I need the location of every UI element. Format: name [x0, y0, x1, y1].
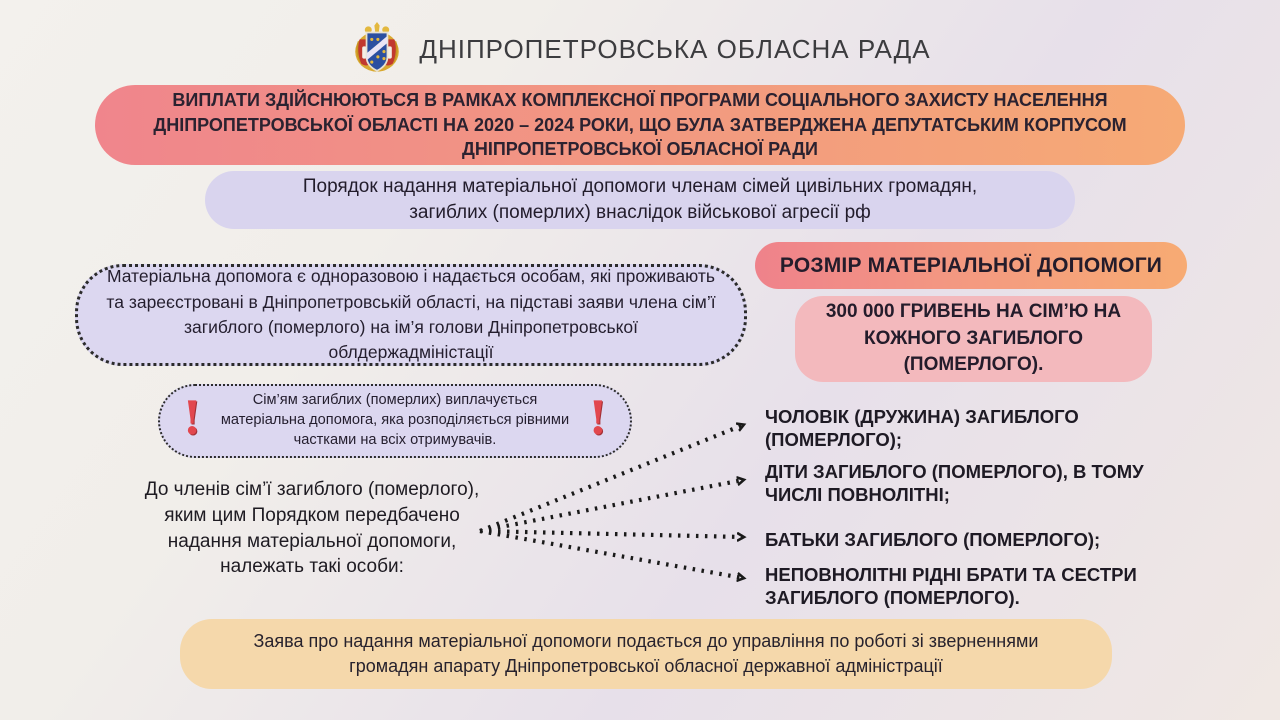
program-banner-text: ВИПЛАТИ ЗДІЙСНЮЮТЬСЯ В РАМКАХ КОМПЛЕКСНОЇ ПРОГРАМИ СОЦІАЛЬНОГО ЗАХИСТУ НАСЕЛЕННЯ ДНІПРОПЕТРОВСЬКОЇ ОБЛАСТІ НА 2020 – 2024 РОКИ, ЩО БУЛА ЗАТВЕРДЖЕНА ДЕПУТАТСЬКИМ КОРПУСОМ ДНІПРОПЕТРОВСЬКОЇ ОБЛАСНОЇ РАДИ: [153, 89, 1127, 160]
order-subtitle-box: [205, 171, 1075, 229]
program-banner: [95, 85, 1185, 165]
warning-note-text: Сім’ям загиблих (померлих) виплачується матеріальна допомога, яка розподіляється рівними частками на всіх отримувачів.: [220, 392, 570, 448]
family-member-item: НЕПОВНОЛІТНІ РІДНІ БРАТИ ТА СЕСТРИ ЗАГИБЛОГО (ПОМЕРЛОГО).: [765, 564, 1137, 608]
application-info-text: Заява про надання матеріальної допомоги подається до управління по роботі зі зверненнями громадян апарату Дніпропетровської обласної державної адміністрації: [253, 630, 1039, 676]
exclamation-icon: !: [182, 391, 203, 445]
family-member-item: БАТЬКИ ЗАГИБЛОГО (ПОМЕРЛОГО);: [765, 529, 1101, 550]
dotted-arrows: [465, 391, 765, 595]
order-subtitle-text: Порядок надання матеріальної допомоги членам сімей цивільних громадян, загиблих (померлих) внаслідок військової агресії рф: [302, 176, 978, 223]
eligibility-note-box: [75, 264, 747, 366]
family-member-item: ЧОЛОВІК (ДРУЖИНА) ЗАГИБЛОГО (ПОМЕРЛОГО);: [765, 406, 1079, 450]
family-member-item: ДІТИ ЗАГИБЛОГО (ПОМЕРЛОГО), В ТОМУ ЧИСЛІ ПОВНОЛІТНІ;: [765, 461, 1144, 505]
amount-header-box: [755, 242, 1187, 289]
coat-of-arms-icon: [349, 22, 405, 76]
members-intro-text: До членів сім’ї загиблого (померлого), яким цим Порядком передбачено надання матеріальної допомоги, належать такі особи:: [144, 479, 480, 578]
amount-value-box: [795, 296, 1152, 382]
page-title: ДНІПРОПЕТРОВСЬКА ОБЛАСНА РАДА: [419, 33, 931, 64]
eligibility-note-text: Матеріальна допомога є одноразовою і надається особам, які проживають та зареєстровані в Дніпропетровській області, на підставі заяви члена сім’ї загиблого (померлого) на ім’я голови Дніпропетровської облдержадміністації: [106, 266, 716, 363]
amount-value-text: 300 000 ГРИВЕНЬ НА СІМ’Ю НА КОЖНОГО ЗАГИБЛОГО (ПОМЕРЛОГО).: [825, 301, 1122, 376]
exclamation-icon: !: [587, 391, 608, 445]
header: [0, 22, 1280, 76]
amount-header-text: РОЗМІР МАТЕРІАЛЬНОЇ ДОПОМОГИ: [779, 253, 1163, 277]
application-info-box: [180, 619, 1112, 689]
